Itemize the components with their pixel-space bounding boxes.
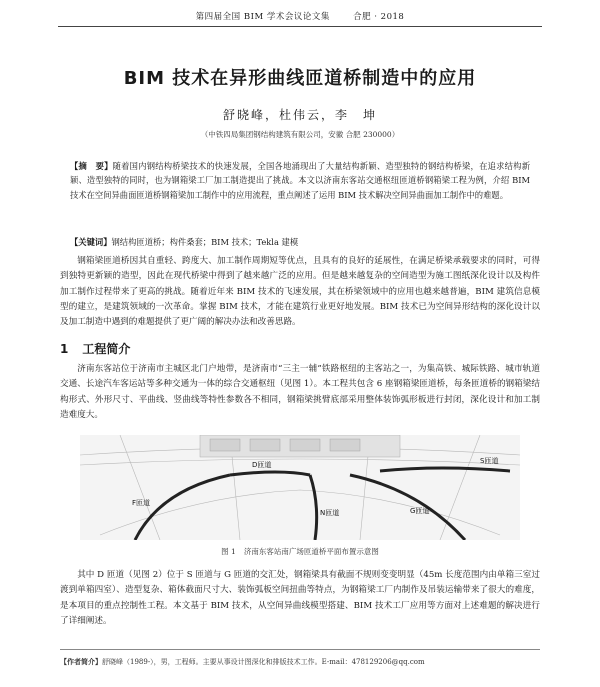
detail-paragraph: 其中 D 匝道（见图 2）位于 S 匝道与 G 匝道的交汇处，钢箱梁具有截面不规则变变明显（45m 长度范围内由单箱三室过渡到单箱四室）、造型复杂、箱体截面尺寸大、装饰弧板空间扭曲等特点，为钢箱梁工厂内制作及吊装运输带来了很大的难度，是本项目的重点控制性工程。本文基于 BIM 技术，从空间异曲线模型搭建、BIM 技术工厂应用等方面对上述难题的解决进行了详细阐述。 bbox=[60, 570, 540, 626]
paper-title: BIM 技术在异形曲线匝道桥制造中的应用 bbox=[123, 68, 477, 89]
ramp-n-label: N匝道 bbox=[320, 509, 340, 517]
abstract-text: 随着国内钢结构桥梁技术的快速发展，全国各地涌现出了大量结构新颖、造型独特的钢结构桥梁，在追求结构新颖、造型独特的同时，也为钢箱梁工厂加工制造提出了挑战。本文以济南东客站交通枢纽匝道桥钢箱梁工程为例，介绍 BIM 技术在空间异曲面匝道桥钢箱梁加工制作中的应用流程，重点阐述了运用 BIM 技术解决空间异曲面加工制作中的难题。 bbox=[70, 161, 530, 200]
ramp-bridge-plan-figure bbox=[80, 435, 520, 540]
section-number: 1 bbox=[60, 342, 69, 356]
ramp-s-label: S匝道 bbox=[480, 457, 499, 465]
keywords-text: 钢结构匝道桥；构件桑套；BIM 技术；Tekla 建模 bbox=[111, 237, 299, 247]
intro-paragraph: 钢箱梁匝道桥因其自重轻、跨度大、加工制作周期短等优点，且具有的良好的延展性，在满足桥梁承载要求的同时，可得到独特更新颖的造型，因此在现代桥梁中得到了越来越广泛的应用。但是越来越复杂的空间造型为施工图纸深化设计以及构件加工制作过程带来了更高的挑战。随着近年来 BIM 技术的飞速发展，其在桥梁领域中的应用也越来越普遍，BIM 建筑信息模型的建立，是建筑领域的一次革命。掌握 BIM 技术，才能在建筑行业更好地发展。BIM 技术已为空间异形结构的深化设计以及加工制造中遇到的难题提供了更广阔的解决办法和改善思路。 bbox=[60, 256, 540, 328]
ramp-f-label: F匝道 bbox=[132, 499, 151, 507]
figure-number: 图 1 bbox=[221, 547, 236, 556]
author-footnote bbox=[60, 657, 540, 667]
footnote-label: 【作者简介】 bbox=[60, 658, 102, 666]
ramp-g-label: G匝道 bbox=[410, 507, 430, 515]
ramp-d-label: D匝道 bbox=[252, 461, 272, 469]
abstract-label: 【摘 要】 bbox=[70, 161, 113, 171]
footnote-text: 舒晓峰（1989-），男，工程师。主要从事设计图深化和排版技术工作。E-mail：478129206@qq.com bbox=[102, 658, 425, 666]
section-title: 工程简介 bbox=[82, 342, 131, 356]
keywords bbox=[70, 236, 530, 248]
footnote-rule bbox=[60, 649, 540, 650]
overview-paragraph: 济南东客站位于济南市主城区北门户地带，是济南市“三主一辅”铁路枢纽的主客站之一，为集高铁、城际铁路、城市轨道交通、长途汽车客运站等多种交通为一体的综合交通枢纽（见图 1）。本工程共包含 6 座钢箱梁匝道桥，每条匝道桥的钢箱梁结构形式、外形尺寸、平曲线、竖曲线等特性参数各不相同，钢箱梁挑臂底部采用整体装饰弧形板进行封闭，深化设计和加工制造难度大。 bbox=[60, 364, 540, 420]
keywords-label: 【关键词】 bbox=[70, 237, 112, 247]
figure-caption-text: 济南东客站南广场匝道桥平面布置示意图 bbox=[243, 547, 379, 556]
header-rule bbox=[58, 26, 542, 27]
journal-name: 第四届全国 BIM 学术会议论文集 bbox=[195, 12, 330, 22]
location-year: 合肥 · 2018 bbox=[353, 12, 405, 22]
affiliation: （中铁四局集团钢结构建筑有限公司，安徽 合肥 230000） bbox=[200, 130, 400, 139]
figure-caption bbox=[0, 546, 600, 557]
section-heading bbox=[60, 340, 130, 357]
running-header bbox=[0, 10, 600, 22]
abstract bbox=[70, 159, 530, 202]
authors: 舒晓峰，杜伟云，李 坤 bbox=[222, 108, 377, 122]
